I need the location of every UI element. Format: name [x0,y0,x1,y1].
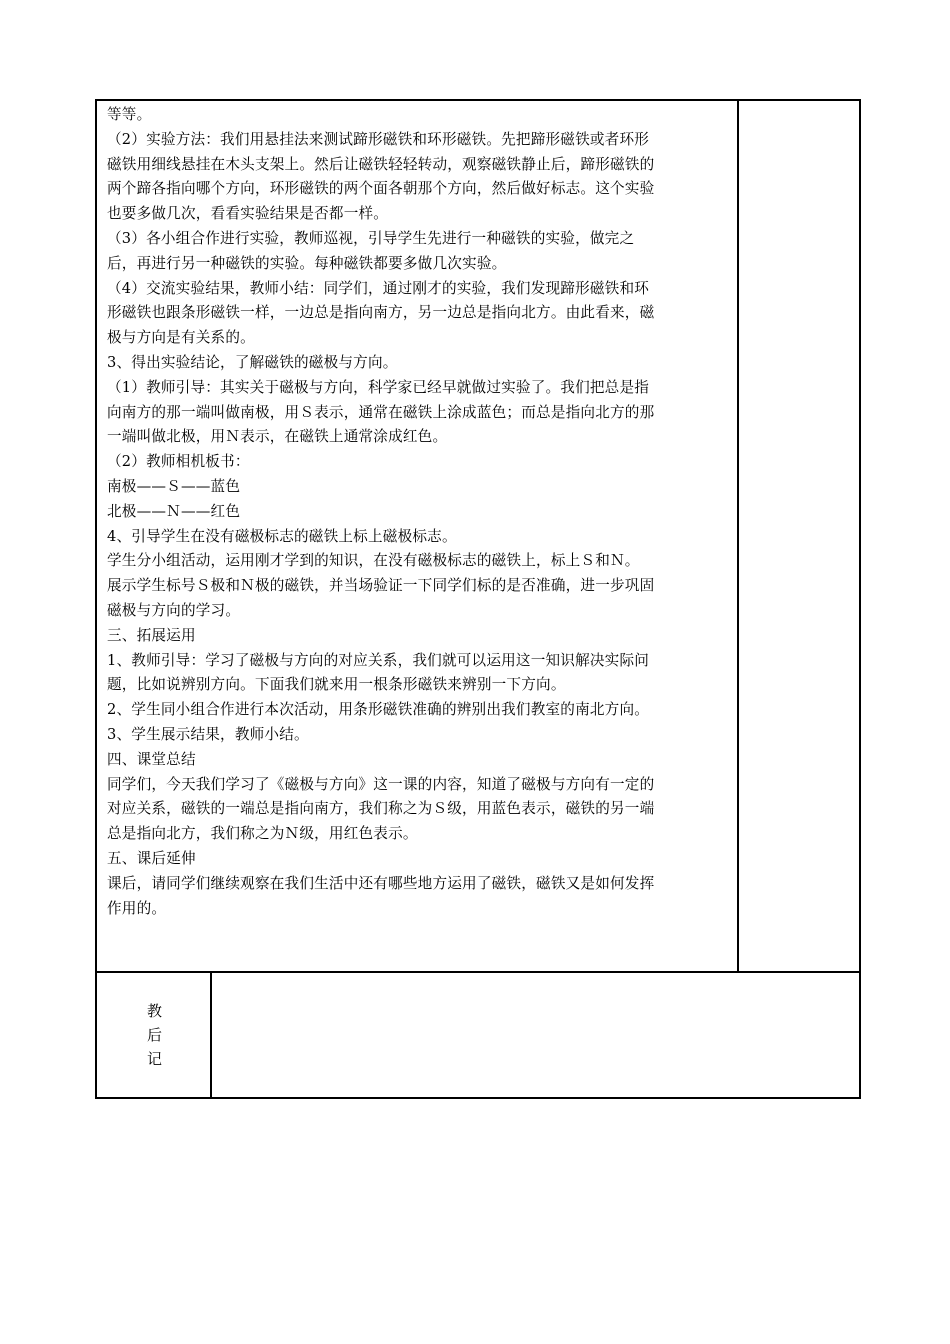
lesson-line: 两个蹄各指向哪个方向，环形磁铁的两个面各朝那个方向，然后做好标志。这个实验 [107,180,655,198]
lesson-line: （2）实验方法：我们用悬挂法来测试蹄形磁铁和环形磁铁。先把蹄形磁铁或者环形 [107,130,650,148]
lesson-line: 北极——Ｎ——红色 [107,502,241,520]
lesson-line: 五、课后延伸 [107,849,196,867]
lesson-line: （3）各小组合作进行实验，教师巡视，引导学生先进行一种磁铁的实验，做完之 [107,229,635,247]
reflection-label-char: 后 [146,1026,162,1044]
lesson-line: 四、课堂总结 [107,750,196,768]
lesson-line: 磁铁用细线悬挂在木头支架上。然后让磁铁轻轻转动，观察磁铁静止后，蹄形磁铁的 [107,155,655,173]
lesson-line: 4、引导学生在没有磁极标志的磁铁上标上磁极标志。 [107,527,457,545]
lesson-plan-table [95,99,861,1099]
reflection-notes-cell[interactable] [210,971,861,1099]
lesson-text [107,103,731,921]
lesson-line: 对应关系，磁铁的一端总是指向南方，我们称之为Ｓ级，用蓝色表示，磁铁的另一端 [107,800,655,818]
lesson-line: 总是指向北方，我们称之为Ｎ级，用红色表示。 [107,825,418,843]
lesson-line: 也要多做几次，看看实验结果是否都一样。 [107,205,389,223]
reflection-label-char: 教 [146,1002,162,1020]
lesson-line: （1）教师引导：其实关于磁极与方向，科学家已经早就做过实验了。我们把总是指 [107,378,650,396]
lesson-line: 题，比如说辨别方向。下面我们就来用一根条形磁铁来辨别一下方向。 [107,676,566,694]
lesson-line: 后，再进行另一种磁铁的实验。每种磁铁都要多做几次实验。 [107,254,507,272]
lesson-line: 形磁铁也跟条形磁铁一样，一边总是指向南方，另一边总是指向北方。由此看来，磁 [107,304,655,322]
lesson-line: 1、教师引导：学习了磁极与方向的对应关系，我们就可以运用这一知识解决实际问 [107,651,650,669]
lesson-line: 课后，请同学们继续观察在我们生活中还有哪些地方运用了磁铁，磁铁又是如何发挥 [107,874,655,892]
lesson-line: 学生分小组活动，运用刚才学到的知识，在没有磁极标志的磁铁上，标上Ｓ和Ｎ。 [107,552,640,570]
lesson-line: 一端叫做北极，用Ｎ表示，在磁铁上通常涂成红色。 [107,428,448,446]
lesson-line: 向南方的那一端叫做南极，用Ｓ表示，通常在磁铁上涂成蓝色；而总是指向北方的那 [107,403,655,421]
lesson-line: （2）教师相机板书： [107,453,250,471]
lesson-line: 极与方向是有关系的。 [107,329,255,347]
lesson-line: 磁极与方向的学习。 [107,601,241,619]
reflection-label-cell [95,971,212,1099]
lesson-line: 作用的。 [107,899,167,917]
lesson-content-cell [95,99,739,973]
lesson-line: 3、学生展示结果，教师小结。 [107,725,309,743]
lesson-line: （4）交流实验结果，教师小结：同学们，通过刚才的实验，我们发现蹄形磁铁和环 [107,279,650,297]
lesson-line: 展示学生标号Ｓ极和Ｎ极的磁铁，并当场验证一下同学们标的是否准确，进一步巩固 [107,577,655,595]
lesson-line: 同学们，今天我们学习了《磁极与方向》这一课的内容，知道了磁极与方向有一定的 [107,775,655,793]
reflection-label-char: 记 [146,1050,162,1068]
lesson-line: 2、学生同小组合作进行本次活动，用条形磁铁准确的辨别出我们教室的南北方向。 [107,701,650,719]
lesson-line: 三、拓展运用 [107,626,196,644]
lesson-line: 3、得出实验结论，了解磁铁的磁极与方向。 [107,353,398,371]
lesson-line: 南极——Ｓ——蓝色 [107,477,241,495]
lesson-line: 等等。 [107,106,152,123]
side-notes-cell [737,99,861,973]
